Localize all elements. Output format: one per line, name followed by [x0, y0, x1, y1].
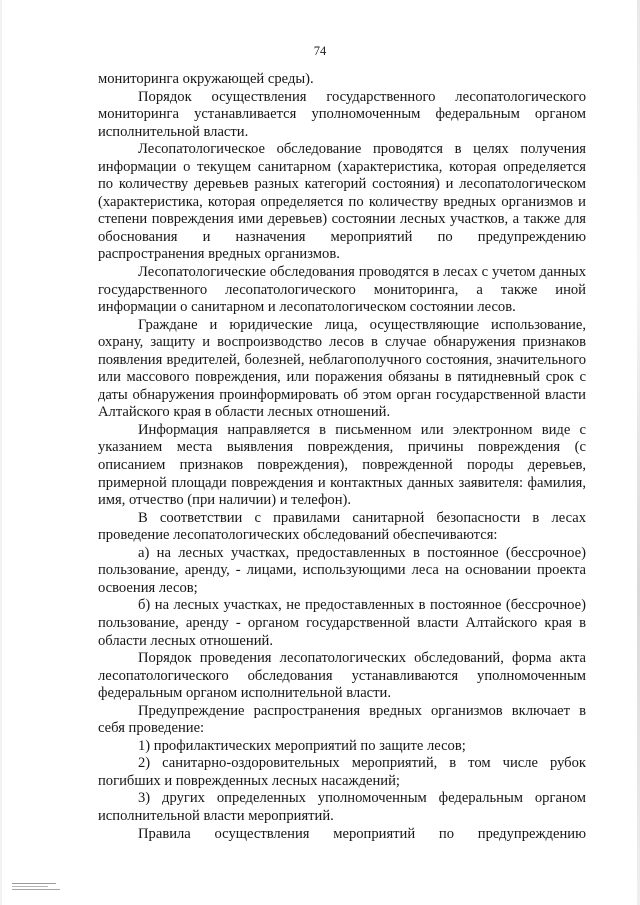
paragraph-information-submission: Информация направляется в письменном или электронном виде с указанием места выявления повреждения, причины повреждения (с описанием признаков повреждения), поврежденной породы деревьев, примерной площади повреждения и контактных данных заявителя: фамилия, имя, отчество (при наличии) и телефон). — [98, 421, 586, 509]
list-item-3: 3) других определенных уполномоченным федеральным органом исполнительной власти мероприятий. — [98, 790, 586, 824]
paragraph-survey-order: Порядок проведения лесопатологических обследований, форма акта лесопатологического обследования устанавливаются уполномоченным федеральным органом исполнительной власти. — [98, 650, 586, 702]
list-item-a: а) на лесных участках, предоставленных в постоянное (бессрочное) пользование, аренду, - лицами, использующими леса на основании проекта освоения лесов; — [98, 544, 586, 596]
paragraph-monitoring-procedure: Порядок осуществления государственного лесопатологического мониторинга устанавливается уполномоченным федеральным органом исполнительной власти. — [98, 88, 586, 140]
paragraph-sanitary-rules: В соответствии с правилами санитарной безопасности в лесах проведение лесопатологических обследований обеспечиваются: — [98, 509, 586, 544]
scan-mark — [12, 883, 56, 884]
paragraph-citizens-obligations: Граждане и юридические лица, осуществляющие использование, охрану, защиту и воспроизводство лесов в случае обнаружения признаков появления вредителей, болезней, неблагополучного состояния, значительного или массового повреждения, или поражения обязаны в пятидневный срок с даты обнаружения проинформировать об этом орган государственной власти Алтайского края в области лесных отношений. — [98, 316, 586, 421]
document-body — [98, 71, 586, 843]
paragraph-survey-purpose: Лесопатологическое обследование проводятся в целях получения информации о текущем санитарном (характеристика, которая определяется по количеству деревьев разных категорий состояния) и лесопатологическом (характеристика, которая определяется по количеству вредных организмов и степени повреждения ими деревьев) состоянии лесных участков, а также для обоснования и назначения мероприятий по предупреждению распространения вредных организмов. — [98, 141, 586, 263]
scan-edge-left — [0, 0, 2, 905]
paragraph-survey-conduct: Лесопатологические обследования проводятся в лесах с учетом данных государственного лесопатологического мониторинга, а также иной информации о санитарном и лесопатологическом состоянии лесов. — [98, 264, 586, 316]
scan-mark — [12, 889, 60, 890]
paragraph-prevention-rules: Правила осуществления мероприятий по предупреждению — [138, 825, 586, 842]
page-number: 74 — [313, 44, 327, 58]
scan-mark — [12, 886, 48, 887]
list-item-b: б) на лесных участках, не предоставленных в постоянное (бессрочное) пользование, аренду - органом государственной власти Алтайского края в области лесных отношений. — [98, 597, 586, 649]
list-item-1: 1) профилактических мероприятий по защите лесов; — [138, 737, 466, 754]
list-item-2: 2) санитарно-оздоровительных мероприятий, в том числе рубок погибших и поврежденных лесных насаждений; — [98, 755, 586, 789]
paragraph-prevention-intro: Предупреждение распространения вредных организмов включает в себя проведение: — [98, 702, 586, 737]
paragraph-continuation: мониторинга окружающей среды). — [98, 71, 314, 87]
